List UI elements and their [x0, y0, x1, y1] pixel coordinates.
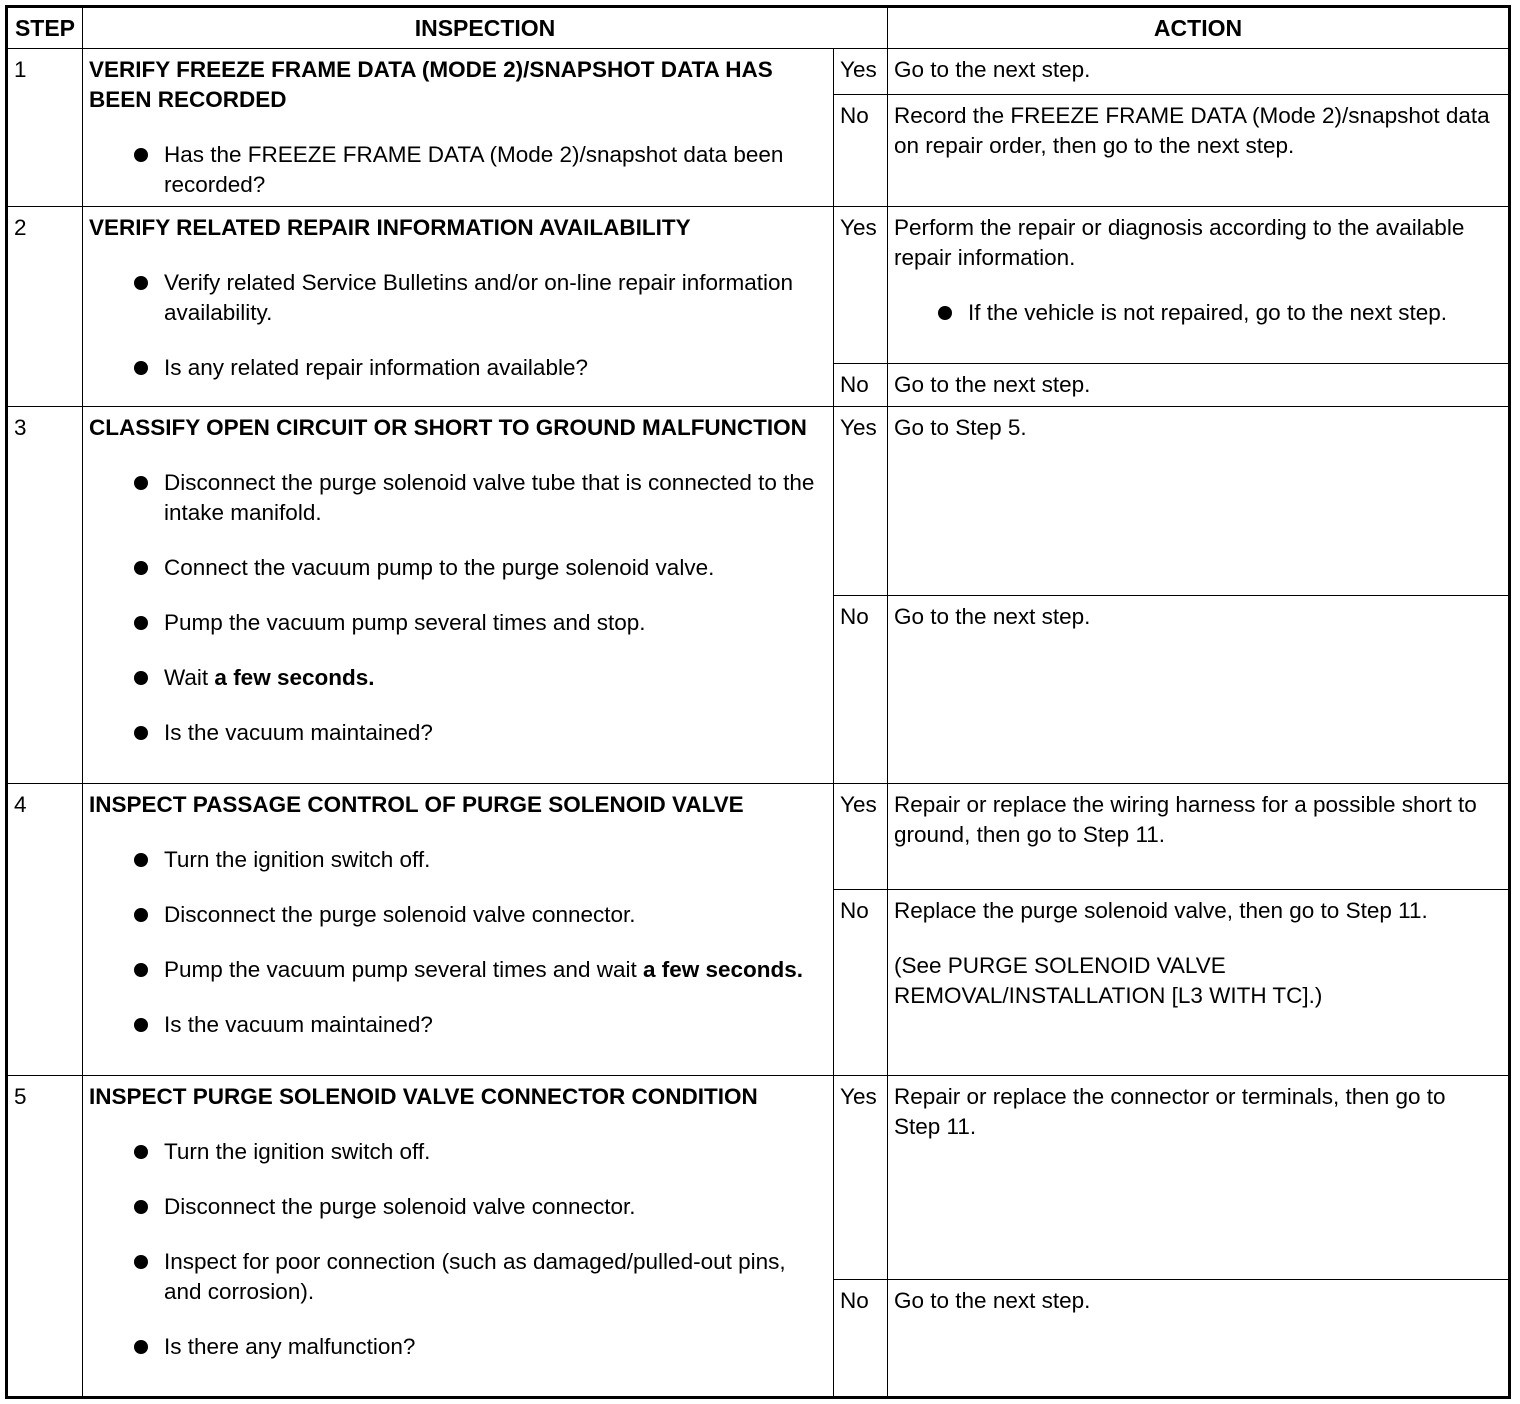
inspection-bullet: Is the vacuum maintained?	[89, 718, 823, 748]
yes-action	[888, 207, 1510, 364]
action-text: Go to the next step.	[894, 1287, 1091, 1313]
header-step: STEP	[7, 7, 83, 49]
inspection-bullet: Disconnect the purge solenoid valve tube that is connected to the intake manifold.	[89, 468, 823, 528]
inspection-bullet: Connect the vacuum pump to the purge solenoid valve.	[89, 553, 823, 583]
no-label: No	[834, 364, 888, 406]
step-number: 1	[7, 49, 83, 207]
yes-label: Yes	[834, 1076, 888, 1279]
action-text: Record the FREEZE FRAME DATA (Mode 2)/snapshot data on repair order, then go to the next step.	[894, 103, 1490, 159]
step-inspection	[83, 784, 834, 1076]
step-inspection	[83, 49, 834, 207]
bullet-bold-text: a few seconds.	[642, 957, 804, 983]
yes-action	[888, 406, 1510, 595]
step-title: INSPECT PURGE SOLENOID VALVE CONNECTOR CONDITION	[89, 1084, 758, 1110]
action-bullet: If the vehicle is not repaired, go to the next step.	[894, 298, 1498, 328]
action-text: Repair or replace the wiring harness for a possible short to ground, then go to Step 11.	[894, 792, 1477, 848]
inspection-bullet: Is any related repair information available?	[89, 353, 823, 383]
no-label: No	[834, 890, 888, 1076]
yes-label: Yes	[834, 49, 888, 95]
yes-action	[888, 1076, 1510, 1279]
yes-action	[888, 49, 1510, 95]
step-inspection	[83, 1076, 834, 1398]
action-text: Repair or replace the connector or terminals, then go to Step 11.	[894, 1084, 1446, 1140]
step-inspection	[83, 406, 834, 784]
inspection-bullet: Pump the vacuum pump several times and stop.	[89, 608, 823, 638]
action-text: Go to the next step.	[894, 57, 1091, 83]
no-label: No	[834, 595, 888, 783]
inspection-bullet: Inspect for poor connection (such as damaged/pulled-out pins, and corrosion).	[89, 1247, 823, 1307]
no-label: No	[834, 1279, 888, 1397]
inspection-bullet: Verify related Service Bulletins and/or on-line repair information availability.	[89, 268, 823, 328]
step-title: CLASSIFY OPEN CIRCUIT OR SHORT TO GROUND MALFUNCTION	[89, 414, 807, 440]
inspection-bullet: Is there any malfunction?	[89, 1332, 823, 1362]
inspection-bullet	[89, 663, 823, 693]
step-number: 5	[7, 1076, 83, 1398]
bullet-text: Wait	[164, 664, 209, 690]
no-action	[888, 364, 1510, 406]
bullet-text: Pump the vacuum pump several times and wait	[164, 957, 643, 983]
no-action	[888, 890, 1510, 1076]
no-action	[888, 595, 1510, 783]
diagnostic-procedure-table	[5, 5, 1511, 1399]
inspection-bullet: Turn the ignition switch off.	[89, 1137, 823, 1167]
step-title: INSPECT PASSAGE CONTROL OF PURGE SOLENOID VALVE	[89, 792, 744, 818]
header-inspection: INSPECTION	[83, 7, 888, 49]
yes-label: Yes	[834, 406, 888, 595]
step-number: 3	[7, 406, 83, 784]
no-label: No	[834, 95, 888, 207]
action-text: Replace the purge solenoid valve, then go to Step 11.	[894, 898, 1428, 924]
action-text: Go to the next step.	[894, 603, 1091, 629]
step-inspection	[83, 207, 834, 406]
inspection-bullet: Disconnect the purge solenoid valve connector.	[89, 1192, 823, 1222]
inspection-bullet	[89, 955, 823, 985]
action-text: Go to Step 5.	[894, 414, 1027, 440]
action-text: Perform the repair or diagnosis according to the available repair information.	[894, 215, 1465, 271]
step-number: 4	[7, 784, 83, 1076]
step-number: 2	[7, 207, 83, 406]
action-reference-text: (See PURGE SOLENOID VALVE REMOVAL/INSTALLATION [L3 WITH TC].)	[894, 953, 1323, 1009]
header-action: ACTION	[888, 7, 1510, 49]
yes-label: Yes	[834, 784, 888, 890]
no-action	[888, 1279, 1510, 1397]
step-title: VERIFY RELATED REPAIR INFORMATION AVAILABILITY	[89, 215, 691, 241]
bullet-bold-text: a few seconds.	[208, 664, 375, 690]
inspection-bullet: Disconnect the purge solenoid valve connector.	[89, 900, 823, 930]
yes-label: Yes	[834, 207, 888, 364]
action-text: Go to the next step.	[894, 372, 1091, 398]
inspection-bullet: Has the FREEZE FRAME DATA (Mode 2)/snapshot data been recorded?	[89, 140, 823, 200]
step-title: VERIFY FREEZE FRAME DATA (MODE 2)/SNAPSHOT DATA HAS BEEN RECORDED	[89, 57, 773, 113]
inspection-bullet: Is the vacuum maintained?	[89, 1010, 823, 1040]
inspection-bullet: Turn the ignition switch off.	[89, 845, 823, 875]
yes-action	[888, 784, 1510, 890]
no-action	[888, 95, 1510, 207]
